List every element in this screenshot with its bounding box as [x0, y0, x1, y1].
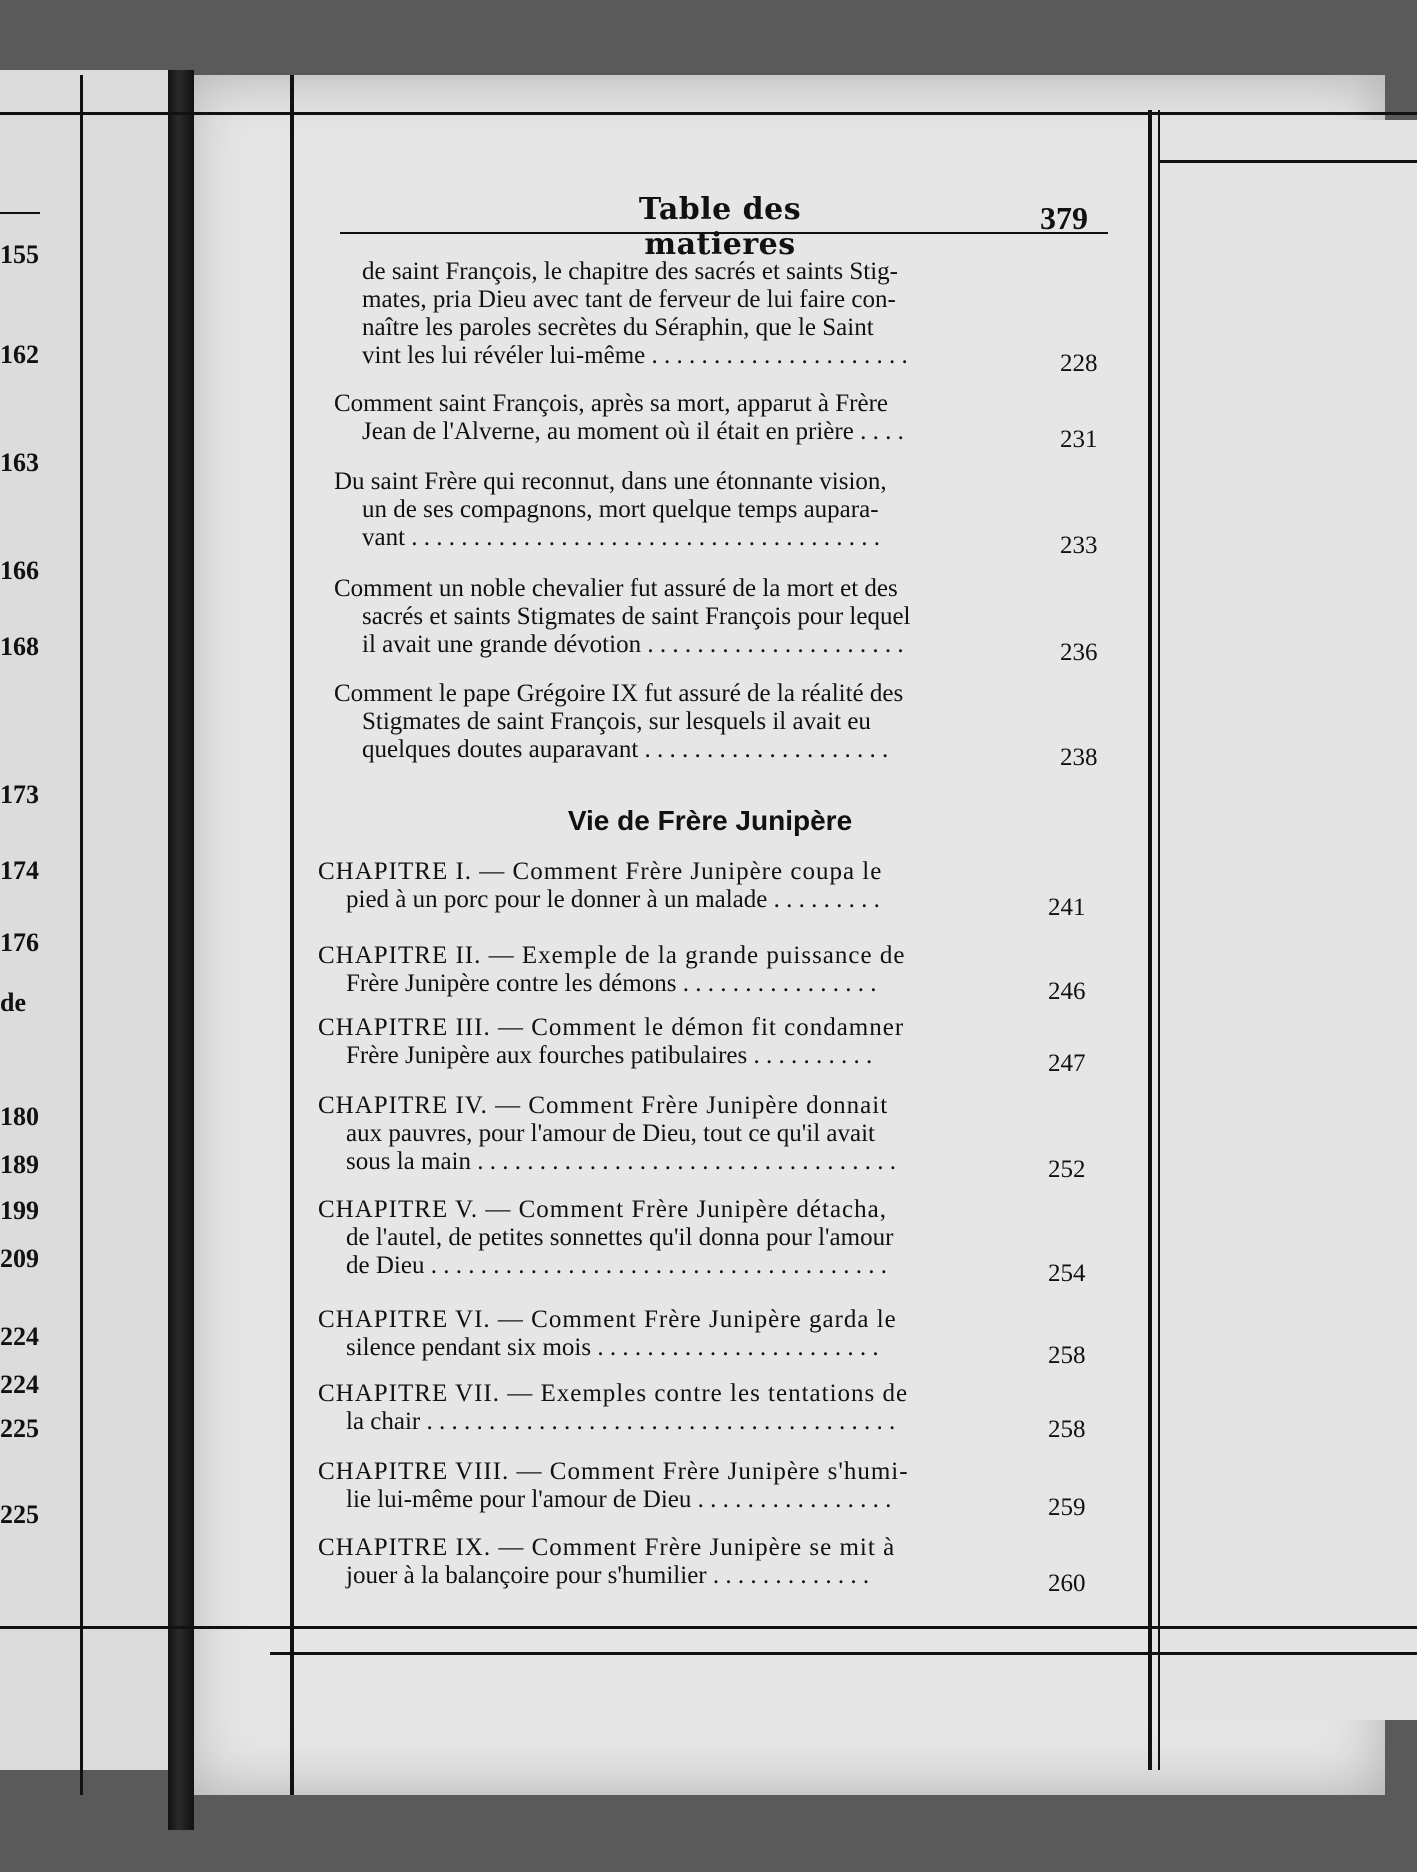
left-page-number: 180 — [0, 1102, 39, 1131]
left-page-number: 176 — [0, 928, 39, 957]
page-number: 379 — [1040, 200, 1088, 236]
toc-entry-line: naître les paroles secrètes du Séraphin, que le Saint — [362, 314, 874, 341]
toc-entry-line: sous la main . . . . . . . . . . . . . . . . . . . . . . . . . . . . . . . . . . — [346, 1148, 896, 1175]
toc-entry-line: CHAPITRE IV. — Comment Frère Junipère donnait — [318, 1092, 889, 1119]
toc-entry — [318, 1196, 893, 1280]
toc-entry-line: CHAPITRE V. — Comment Frère Junipère détacha, — [318, 1196, 887, 1223]
toc-entry — [318, 858, 882, 914]
toc-page-ref: 254 — [1048, 1260, 1086, 1287]
toc-entry — [334, 258, 908, 370]
frame-line-right — [1148, 110, 1152, 1770]
toc-entry-line: de saint François, le chapitre des sacrés et saints Stig- — [362, 258, 898, 285]
toc-page-ref: 231 — [1060, 426, 1098, 453]
toc-entry-line: CHAPITRE III. — Comment le démon fit condamner — [318, 1014, 905, 1041]
toc-entry-line: CHAPITRE VI. — Comment Frère Junipère garda le — [318, 1306, 897, 1333]
left-page-number: 168 — [0, 632, 39, 661]
toc-page-ref: 228 — [1060, 350, 1098, 377]
toc-entry-line: mates, pria Dieu avec tant de ferveur de lui faire con- — [362, 286, 896, 313]
toc-entry-line: vint les lui révéler lui-même . . . . . . . . . . . . . . . . . . . . . — [362, 342, 908, 369]
toc-page-ref: 247 — [1048, 1050, 1086, 1077]
toc-entry-line: il avait une grande dévotion . . . . . . . . . . . . . . . . . . . . . — [362, 631, 904, 658]
toc-page-ref: 258 — [1048, 1342, 1086, 1369]
toc-page-ref: 258 — [1048, 1416, 1086, 1443]
left-page-number: 224 — [0, 1370, 39, 1399]
toc-entry-line: Frère Junipère aux fourches patibulaires . . . . . . . . . . — [346, 1042, 873, 1069]
toc-entry-line: Du saint Frère qui reconnut, dans une étonnante vision, — [334, 468, 887, 495]
toc-entry-line: Stigmates de saint François, sur lesquels il avait eu — [362, 708, 871, 735]
top-rule — [0, 112, 1417, 115]
toc-entry-line: CHAPITRE I. — Comment Frère Junipère coupa le — [318, 858, 883, 885]
left-page-number: 162 — [0, 340, 39, 369]
toc-page-ref: 233 — [1060, 532, 1098, 559]
left-page-number: 189 — [0, 1150, 39, 1179]
toc-entry — [318, 1092, 896, 1176]
toc-entry-line: Comment un noble chevalier fut assuré de la mort et des — [334, 575, 898, 602]
toc-entry — [318, 1306, 897, 1362]
bottom-rule-2 — [270, 1652, 1417, 1655]
toc-entry — [334, 390, 904, 446]
toc-entry — [334, 680, 903, 764]
frame-line-outer-right — [1158, 110, 1160, 1770]
right-page-strip — [1145, 120, 1417, 1720]
toc-entry — [318, 1458, 909, 1514]
toc-entry-line: lie lui-même pour l'amour de Dieu . . . . . . . . . . . . . . . . — [346, 1486, 892, 1513]
toc-entry-line: la chair . . . . . . . . . . . . . . . . . . . . . . . . . . . . . . . . . . . . . . — [346, 1408, 896, 1435]
left-page-number: de — [0, 988, 26, 1017]
frame-line-left — [80, 75, 83, 1795]
toc-entry-line: Comment le pape Grégoire IX fut assuré de la réalité des — [334, 680, 904, 707]
toc-entry-line: Frère Junipère contre les démons . . . . . . . . . . . . . . . . — [346, 970, 877, 997]
running-head: Table des matieres — [638, 192, 802, 262]
left-page-number: 224 — [0, 1322, 39, 1351]
toc-entry — [318, 1380, 908, 1436]
left-page-number: 225 — [0, 1414, 39, 1443]
toc-entry-line: jouer à la balançoire pour s'humilier . . . . . . . . . . . . . — [346, 1562, 870, 1589]
toc-page-ref: 241 — [1048, 894, 1086, 921]
toc-entry-line: aux pauvres, pour l'amour de Dieu, tout ce qu'il avait — [346, 1120, 875, 1147]
book-gutter — [168, 70, 194, 1830]
left-page-number: 199 — [0, 1196, 39, 1225]
toc-page-ref: 246 — [1048, 978, 1086, 1005]
frame-line-inner — [290, 75, 294, 1795]
toc-entry-line: de l'autel, de petites sonnettes qu'il donna pour l'amour — [346, 1224, 894, 1251]
toc-entry-line: pied à un porc pour le donner à un malade . . . . . . . . . — [346, 886, 880, 913]
toc-entry — [334, 468, 887, 552]
section-heading: Vie de Frère Junipère — [567, 805, 853, 836]
toc-entry-line: CHAPITRE IX. — Comment Frère Junipère se mit à — [318, 1534, 896, 1561]
top-rule-right — [1160, 160, 1417, 163]
toc-page-ref: 236 — [1060, 639, 1098, 666]
left-page-number: 166 — [0, 556, 39, 585]
left-page-number: 173 — [0, 780, 39, 809]
toc-page-ref: 260 — [1048, 1570, 1086, 1597]
bottom-rule — [0, 1626, 1417, 1629]
toc-entry — [318, 1534, 895, 1590]
toc-entry-line: vant . . . . . . . . . . . . . . . . . . . . . . . . . . . . . . . . . . . . . . — [362, 524, 881, 551]
left-page-number: 225 — [0, 1500, 39, 1529]
toc-entry-line: quelques doutes auparavant . . . . . . . . . . . . . . . . . . . . — [362, 736, 889, 763]
toc-page-ref: 259 — [1048, 1494, 1086, 1521]
left-page-number: 209 — [0, 1244, 39, 1273]
left-top-rule — [0, 212, 40, 214]
toc-entry-line: CHAPITRE II. — Exemple de la grande puissance de — [318, 942, 906, 969]
toc-entry — [318, 1014, 904, 1070]
toc-page-ref: 238 — [1060, 744, 1098, 771]
toc-entry-line: CHAPITRE VII. — Exemples contre les tentations de — [318, 1380, 909, 1407]
toc-entry-line: CHAPITRE VIII. — Comment Frère Junipère s'humi- — [318, 1458, 909, 1485]
left-page-number: 174 — [0, 856, 39, 885]
toc-entry — [334, 575, 911, 659]
toc-entry-line: Comment saint François, après sa mort, apparut à Frère — [334, 390, 889, 417]
toc-entry-line: de Dieu . . . . . . . . . . . . . . . . . . . . . . . . . . . . . . . . . . . . . — [346, 1252, 887, 1279]
toc-entry-line: sacrés et saints Stigmates de saint François pour lequel — [362, 603, 911, 630]
left-page-number: 155 — [0, 240, 39, 269]
left-page-number: 163 — [0, 448, 39, 477]
toc-entry — [318, 942, 905, 998]
toc-page-ref: 252 — [1048, 1156, 1086, 1183]
toc-entry-line: un de ses compagnons, mort quelque temps aupara- — [362, 496, 879, 523]
toc-entry-line: silence pendant six mois . . . . . . . . . . . . . . . . . . . . . . . — [346, 1334, 879, 1361]
toc-entry-line: Jean de l'Alverne, au moment où il était en prière . . . . — [362, 418, 904, 445]
